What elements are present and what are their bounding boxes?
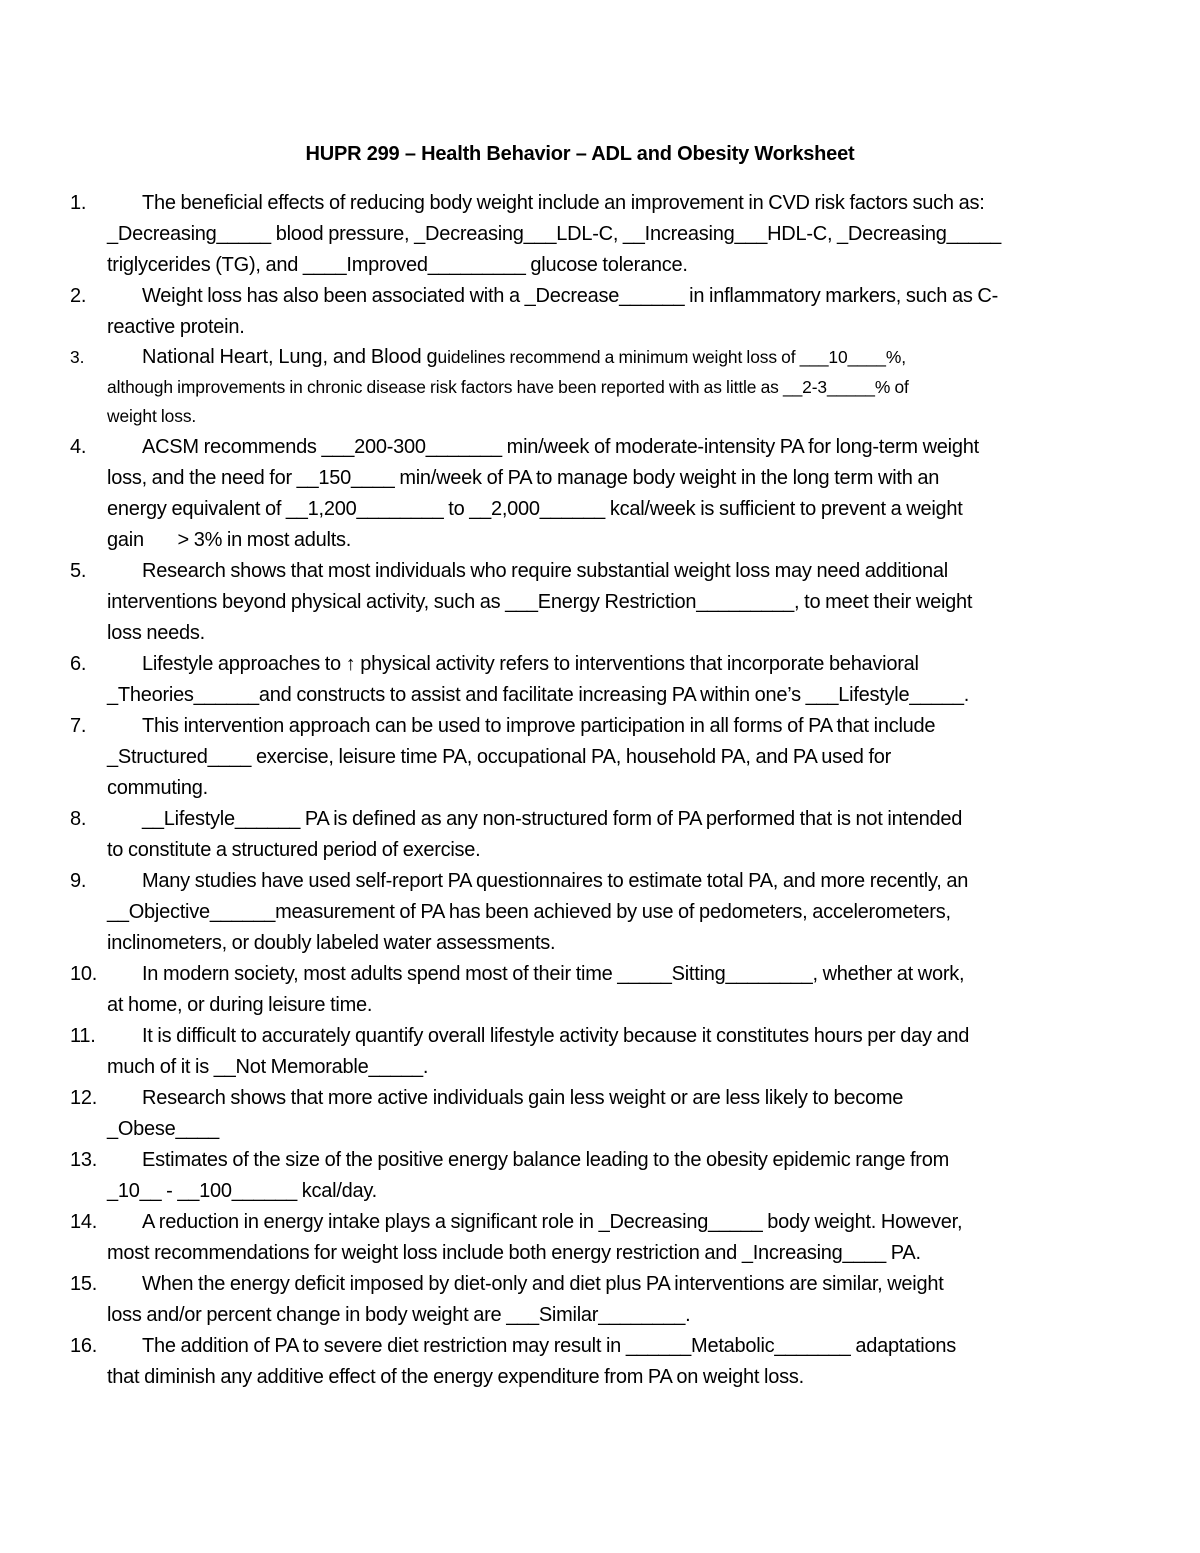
question-line: Research shows that more active individuals gain less weight or are less likely to become — [142, 1086, 904, 1109]
question-item — [70, 1269, 1100, 1331]
question-line: When the energy deficit imposed by diet-only and diet plus PA interventions are similar, weight — [142, 1272, 944, 1295]
question-line: commuting. — [107, 776, 208, 799]
question-line: loss and/or percent change in body weight are ___Similar________. — [107, 1303, 691, 1326]
question-number: 3. — [70, 347, 85, 367]
question-item — [70, 556, 1100, 649]
question-item — [70, 804, 1100, 866]
question-line: It is difficult to accurately quantify overall lifestyle activity because it constitutes hours per day and — [142, 1024, 970, 1047]
question-line: inclinometers, or doubly labeled water assessments. — [107, 931, 556, 954]
question-lead: National Heart, Lung, and Blood g — [142, 346, 438, 368]
question-line: This intervention approach can be used to improve participation in all forms of PA that include — [142, 714, 936, 737]
question-line: loss, and the need for __150____ min/week of PA to manage body weight in the long term with an — [107, 466, 940, 489]
question-line: ACSM recommends ___200-300_______ min/week of moderate-intensity PA for long-term weight — [142, 435, 979, 458]
question-line: Research shows that most individuals who require substantial weight loss may need additional — [142, 559, 948, 582]
question-line: at home, or during leisure time. — [107, 993, 373, 1016]
question-item — [70, 711, 1100, 804]
question-line: _Decreasing_____ blood pressure, _Decreasing___LDL-C, __Increasing___HDL-C, _Decreasing_____ — [107, 223, 1001, 245]
question-number: 2. — [70, 285, 87, 307]
question-item — [70, 1021, 1100, 1083]
question-line: __Objective______measurement of PA has been achieved by use of pedometers, accelerometers, — [107, 900, 951, 923]
question-item — [70, 432, 1100, 556]
question-number: 11. — [70, 1024, 96, 1047]
question-line: gain > 3% in most adults. — [107, 528, 352, 551]
question-line — [107, 343, 1100, 373]
question-line: energy equivalent of __1,200________ to __2,000______ kcal/week is sufficient to prevent a weight — [107, 497, 963, 520]
question-line: Many studies have used self-report PA questionnaires to estimate total PA, and more recently, an — [142, 869, 969, 892]
question-list — [70, 188, 1100, 1393]
question-number: 7. — [70, 714, 87, 737]
question-line: to constitute a structured period of exercise. — [107, 838, 481, 861]
question-item — [70, 959, 1100, 1021]
question-item — [70, 188, 1100, 281]
question-number: 1. — [70, 192, 87, 214]
question-item — [70, 1207, 1100, 1269]
question-line: although improvements in chronic disease risk factors have been reported with as little as __2-3_____% of — [107, 376, 909, 397]
question-line: The addition of PA to severe diet restriction may result in ______Metabolic_______ adaptations — [142, 1334, 956, 1357]
question-number: 16. — [70, 1334, 98, 1357]
question-line: loss needs. — [107, 621, 205, 644]
question-number: 5. — [70, 559, 87, 582]
question-line: most recommendations for weight loss include both energy restriction and _Increasing____ PA. — [107, 1241, 921, 1264]
question-line-rest: uidelines recommend a minimum weight loss of ___10____%, — [437, 347, 906, 367]
question-line: _Theories______and constructs to assist and facilitate increasing PA within one’s ___Lifestyle_____. — [107, 683, 970, 706]
question-line: much of it is __Not Memorable_____. — [107, 1055, 429, 1078]
question-number: 15. — [70, 1272, 98, 1295]
question-number: 9. — [70, 869, 87, 892]
question-line: that diminish any additive effect of the energy expenditure from PA on weight loss. — [107, 1365, 804, 1388]
question-item — [70, 281, 1100, 343]
question-line: _Obese____ — [107, 1117, 220, 1140]
question-item — [70, 1083, 1100, 1145]
question-line: reactive protein. — [107, 316, 245, 338]
question-line: Weight loss has also been associated with a _Decrease______ in inflammatory markers, such as C- — [142, 285, 998, 307]
question-number: 10. — [70, 962, 98, 985]
page-title: HUPR 299 – Health Behavior – ADL and Obesity Worksheet — [305, 143, 855, 165]
question-line: weight loss. — [107, 406, 197, 426]
question-number: 8. — [70, 807, 87, 830]
question-number: 4. — [70, 435, 87, 458]
question-number: 12. — [70, 1086, 98, 1109]
question-item — [70, 1331, 1100, 1393]
question-line: __Lifestyle______ PA is defined as any non-structured form of PA performed that is not intended — [142, 807, 963, 830]
question-line: _Structured____ exercise, leisure time PA, occupational PA, household PA, and PA used for — [107, 745, 892, 768]
question-number: 13. — [70, 1148, 98, 1171]
question-item — [70, 343, 1100, 432]
question-number: 14. — [70, 1210, 98, 1233]
question-item — [70, 866, 1100, 959]
question-line: Lifestyle approaches to ↑ physical activity refers to interventions that incorporate behavioral — [142, 652, 919, 675]
question-line: In modern society, most adults spend most of their time _____Sitting________, whether at work, — [142, 962, 965, 985]
question-line: The beneficial effects of reducing body weight include an improvement in CVD risk factors such as: — [142, 192, 985, 214]
question-line: interventions beyond physical activity, such as ___Energy Restriction_________, to meet their weight — [107, 590, 973, 613]
question-number: 6. — [70, 652, 87, 675]
question-item — [70, 649, 1100, 711]
question-line: triglycerides (TG), and ____Improved_________ glucose tolerance. — [107, 254, 688, 276]
question-line: Estimates of the size of the positive energy balance leading to the obesity epidemic range from — [142, 1148, 950, 1171]
question-item — [70, 1145, 1100, 1207]
question-line: _10__ - __100______ kcal/day. — [107, 1179, 377, 1202]
question-line: A reduction in energy intake plays a significant role in _Decreasing_____ body weight. However, — [142, 1210, 963, 1233]
